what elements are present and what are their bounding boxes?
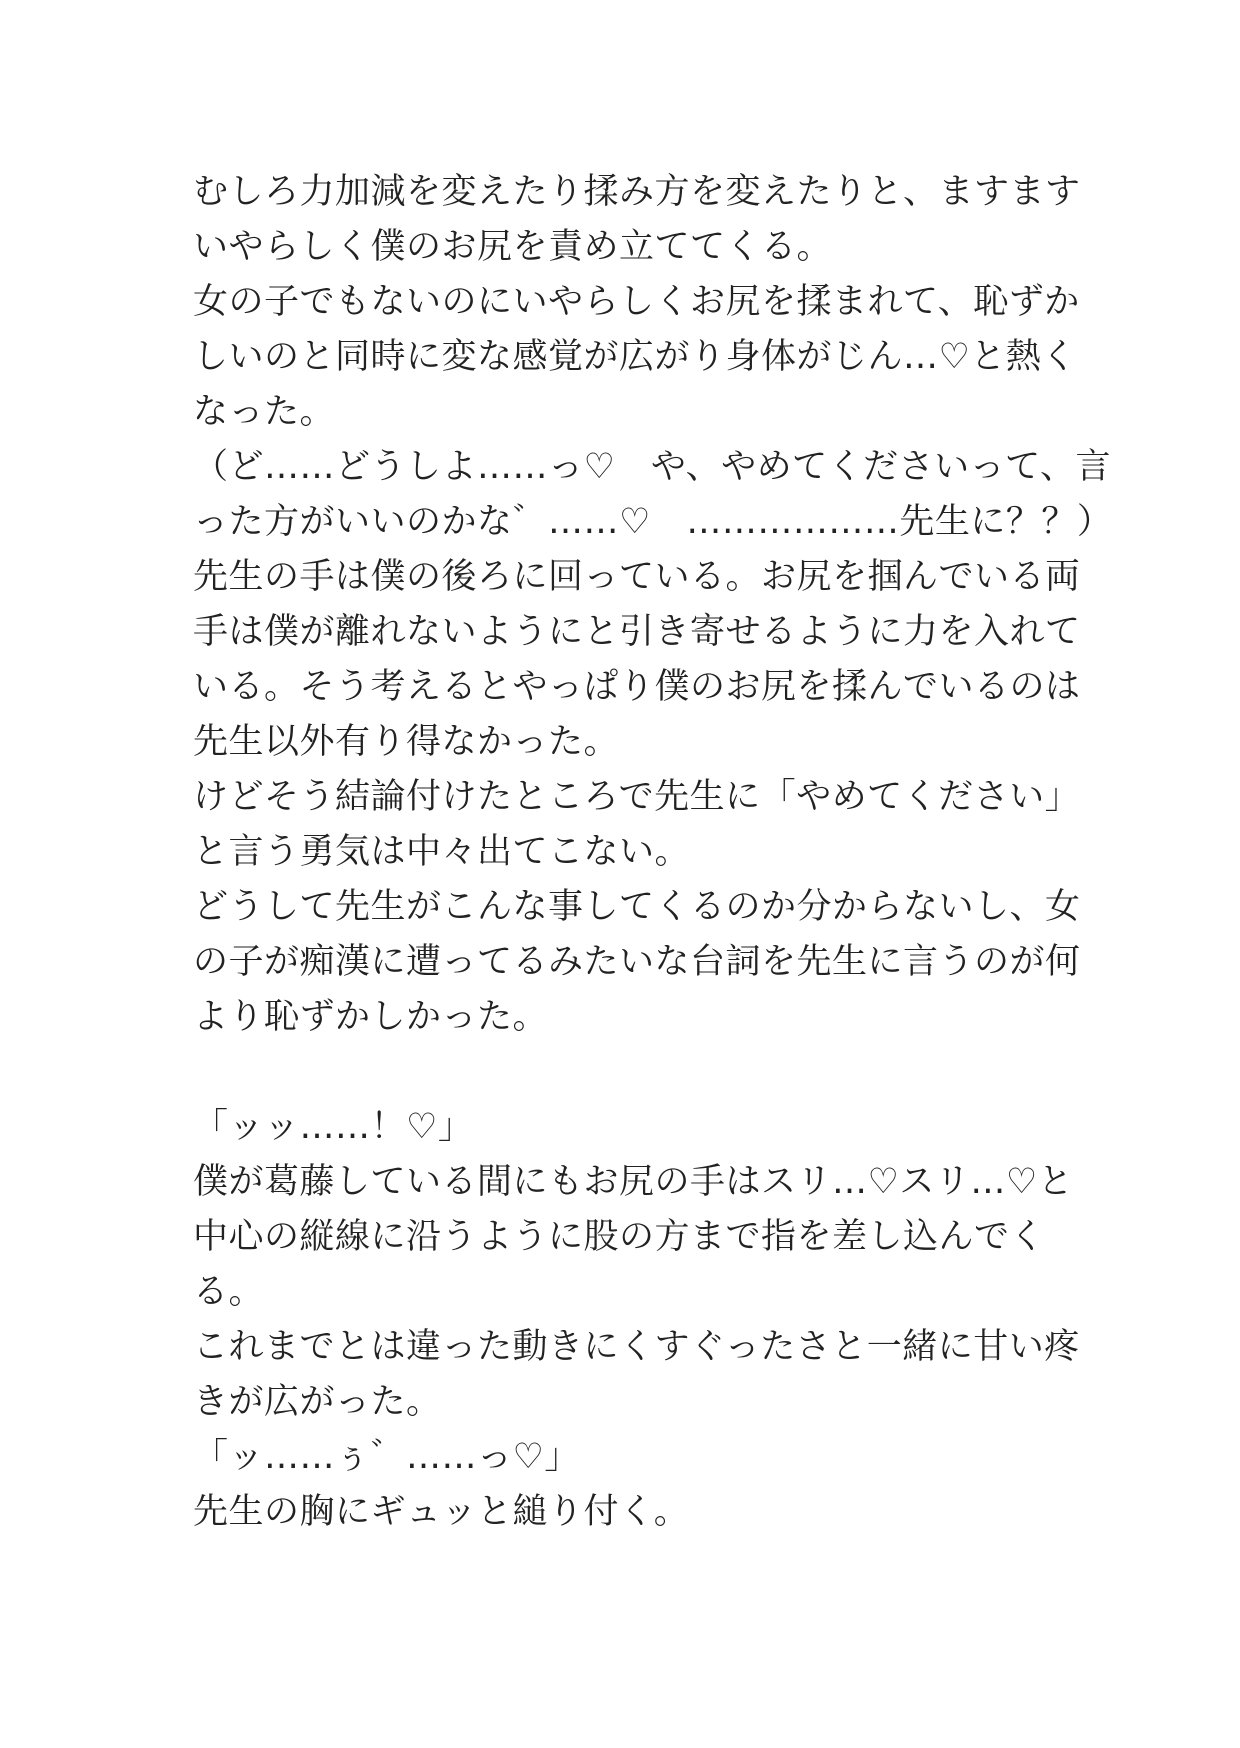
text-line: の子が痴漢に遭ってるみたいな台詞を先生に言うのが何 <box>193 942 1081 982</box>
text-line: なった。 <box>193 392 336 432</box>
text-line: る。 <box>193 1272 265 1312</box>
text-line: 「ッッ……！♡」 <box>193 1107 474 1147</box>
text-line: （ど……どうしよ……っ♡ や、やめてくださいって、言 <box>193 447 1111 487</box>
text-line: 先生以外有り得なかった。 <box>193 722 620 762</box>
blank-line <box>193 1045 1073 1100</box>
text-line: 僕が葛藤している間にもお尻の手はスリ…♡スリ…♡と <box>193 1162 1074 1202</box>
text-line: 手は僕が離れないようにと引き寄せるように力を入れて <box>193 612 1081 652</box>
text-line: った方がいいのかな゛……♡ ………………先生に？？） <box>193 502 1113 542</box>
text-line: けどそう結論付けたところで先生に「やめてください」 <box>193 777 1081 817</box>
text-line: いやらしく僕のお尻を責め立ててくる。 <box>193 227 833 267</box>
text-line: と言う勇気は中々出てこない。 <box>193 832 691 872</box>
text-line: どうして先生がこんな事してくるのか分からないし、女 <box>193 887 1081 927</box>
text-line: いる。そう考えるとやっぱり僕のお尻を揉んでいるのは <box>193 667 1081 707</box>
text-line: 中心の縦線に沿うように股の方まで指を差し込んでく <box>193 1217 1046 1257</box>
text-line: 「ッ……ぅ゛……っ♡」 <box>193 1437 580 1477</box>
text-line: しいのと同時に変な感覚が広がり身体がじん…♡と熱く <box>193 337 1077 377</box>
text-line: これまでとは違った動きにくすぐったさと一緒に甘い疼 <box>193 1327 1080 1367</box>
text-line: むしろ力加減を変えたり揉み方を変えたりと、ますます <box>193 172 1081 212</box>
text-line: 先生の胸にギュッと縋り付く。 <box>193 1492 690 1532</box>
text-line: より恥ずかしかった。 <box>193 997 549 1037</box>
text-line: 女の子でもないのにいやらしくお尻を揉まれて、恥ずか <box>193 282 1080 322</box>
body-text <box>193 165 1113 1540</box>
text-line: 先生の手は僕の後ろに回っている。お尻を掴んでいる両 <box>193 557 1081 597</box>
text-line: きが広がった。 <box>193 1382 442 1422</box>
